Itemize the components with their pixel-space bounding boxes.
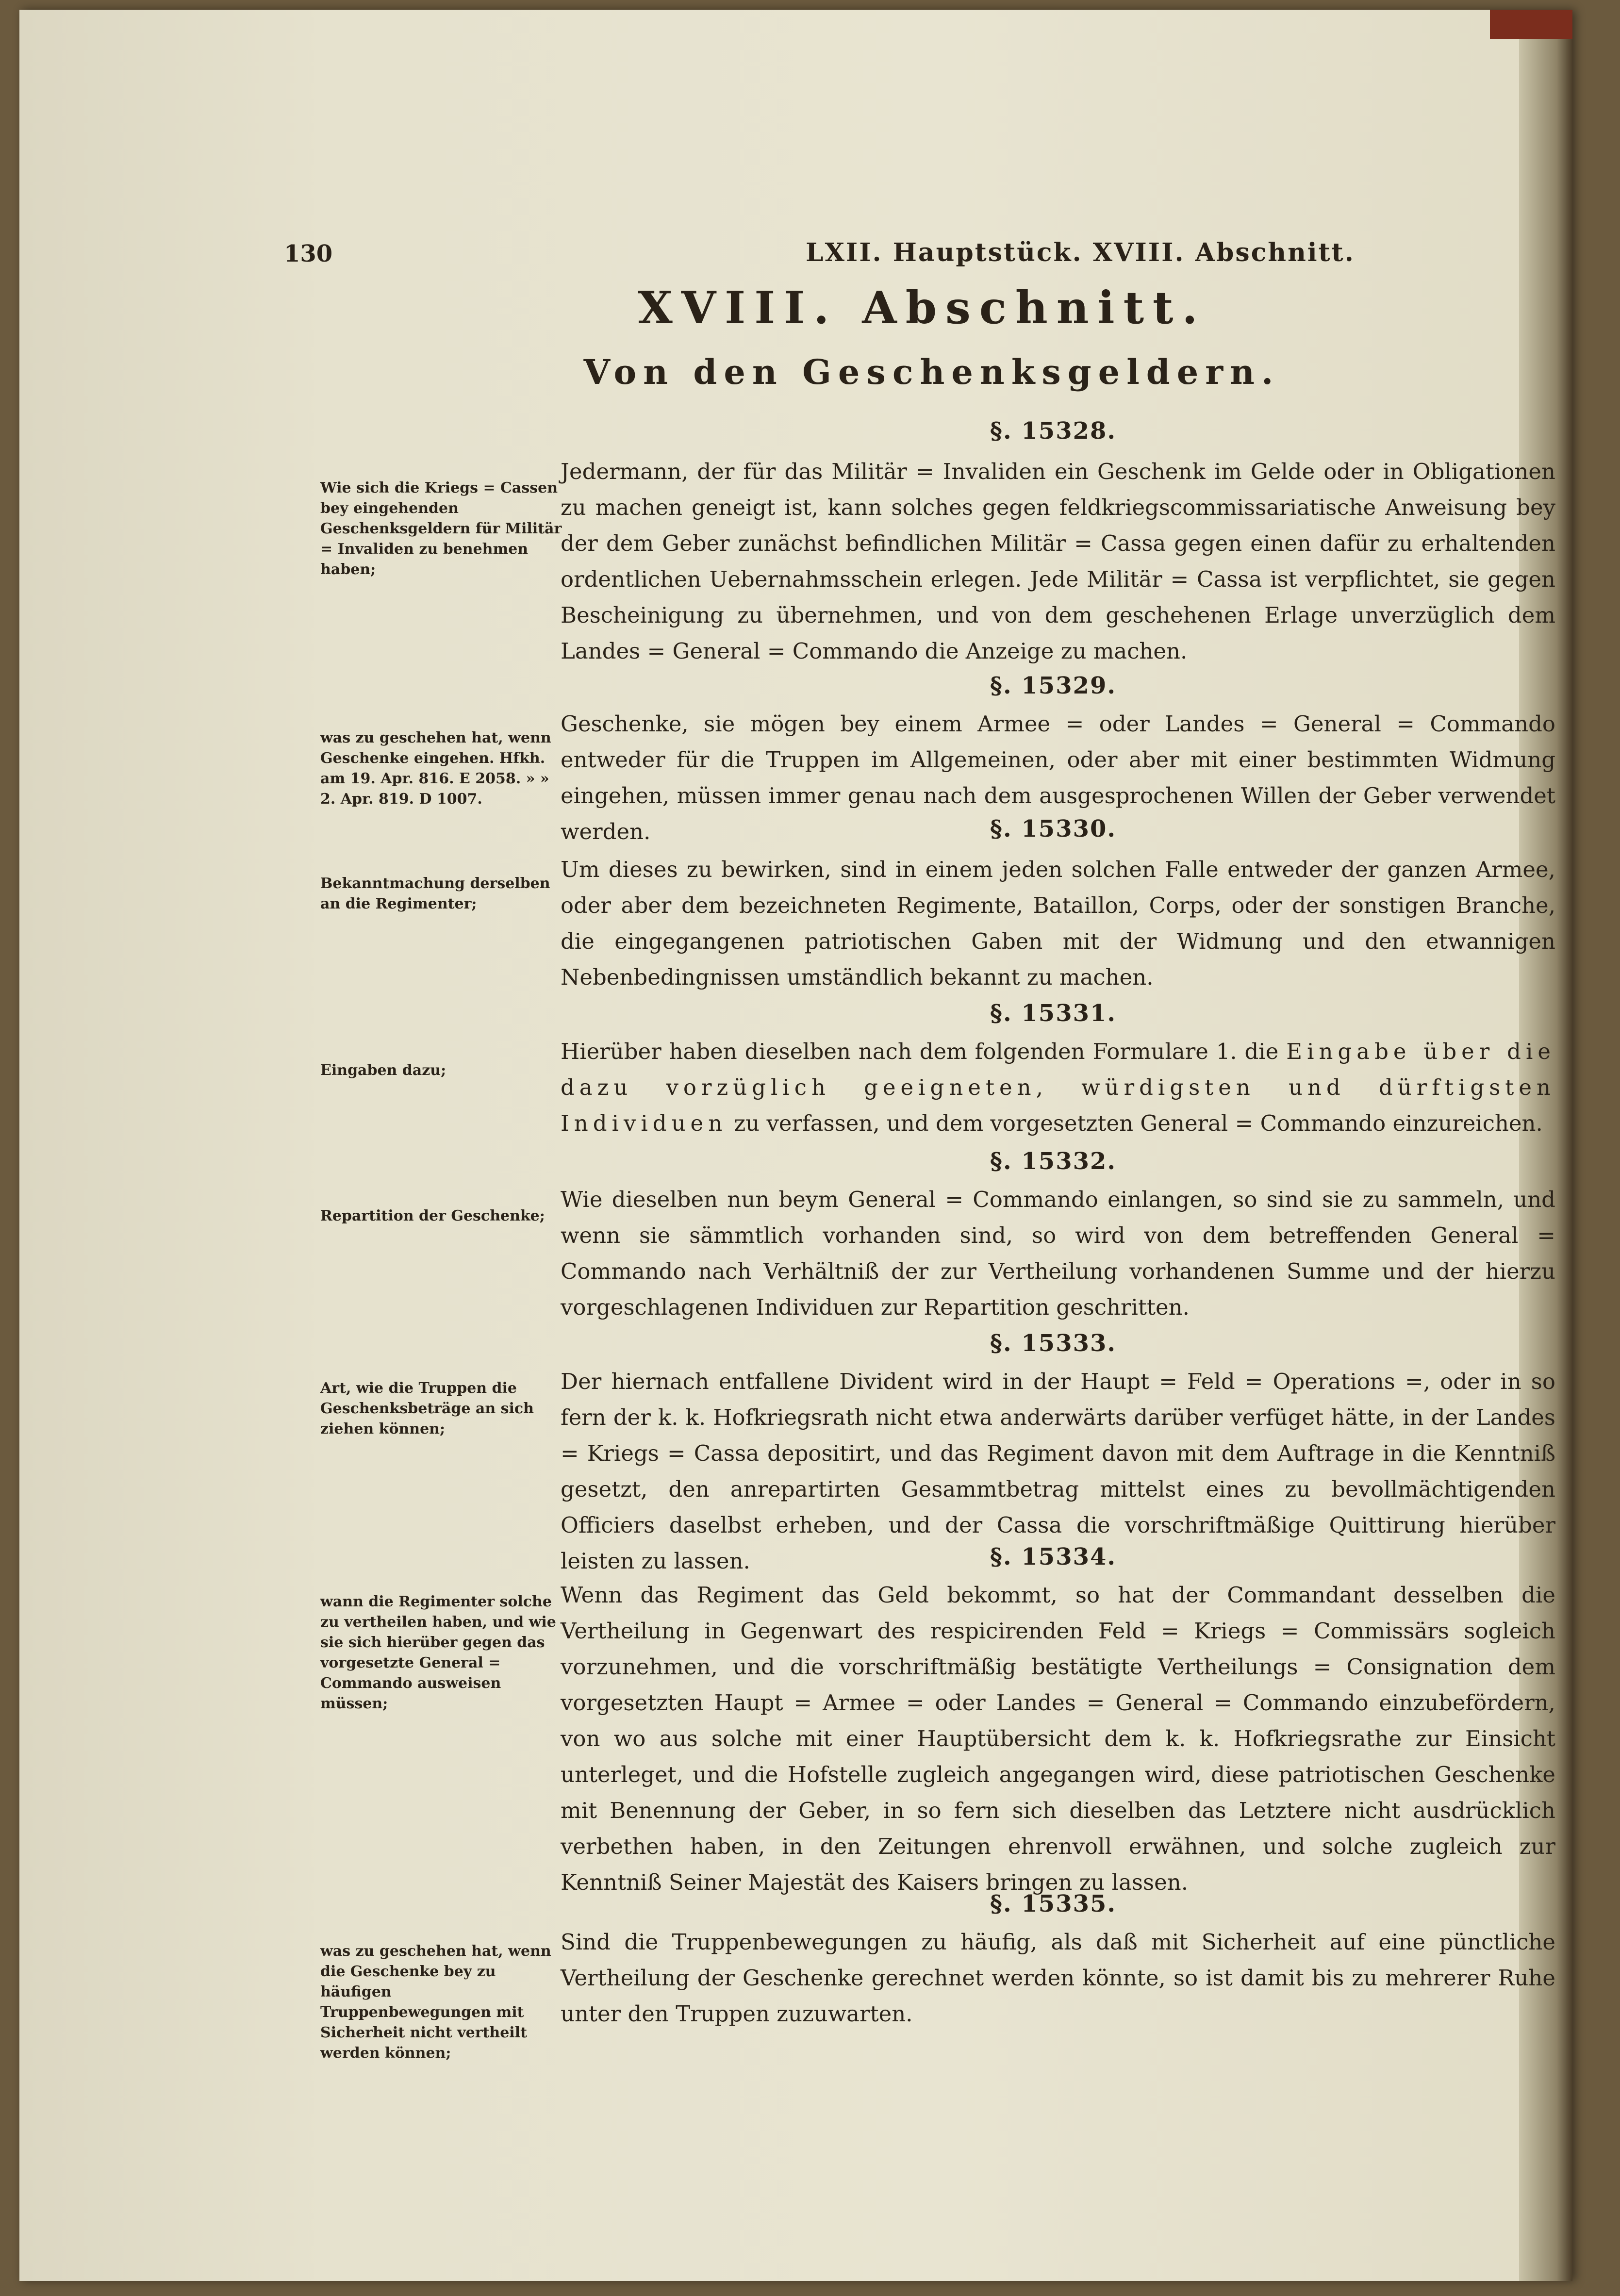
margin-note: Art, wie die Truppen die Geschenksbeträge an sich ziehen können; — [320, 1380, 534, 1437]
page-number: 130 — [284, 240, 333, 267]
paragraph-text: Wie dieselben nun beym General = Commando einlangen, so sind sie zu sammeln, und wenn sie sämmtlich vorhanden sind, so wird von dem betreffenden General = Commando nach Verhältniß der zur Vertheilung vorhandenen Summe und der hierzu vorgeschlagenen Individuen zur Repartition geschritten. — [561, 1187, 1555, 1320]
margin-note: Repartition der Geschenke; — [320, 1207, 545, 1224]
paragraph-text: Geschenke, sie mögen bey einem Armee = oder Landes = General = Commando entweder für die Truppen im Allgemeinen, oder aber mit einer bestimmten Widmung eingehen, müssen immer genau nach dem ausgesprochenen Willen der Geber verwendet werden. — [561, 711, 1555, 844]
margin-note: was zu geschehen hat, wenn Geschenke eingehen. Hfkh. am 19. Apr. 816. E 2058. » » 2. Apr. 819. D 1007. — [320, 729, 551, 808]
paragraph-number: §. 15331. — [990, 1000, 1117, 1027]
emphasized-text: Eingabe über die dazu vorzüglich geeigneten, würdigsten und dürftigsten Individuen — [561, 1039, 1555, 1136]
paragraph-number: §. 15332. — [990, 1148, 1117, 1175]
section-title: XVIII. Abschnitt. — [638, 281, 1207, 334]
margin-note: Bekanntmachung derselben an die Regimenter; — [320, 875, 550, 912]
running-head: LXII. Hauptstück. XVIII. Abschnitt. — [806, 238, 1355, 267]
paragraph-number: §. 15333. — [990, 1330, 1117, 1357]
paragraph-text: Jedermann, der für das Militär = Invaliden ein Geschenk im Gelde oder in Obligationen zu machen geneigt ist, kann solches gegen feldkriegscommissariatische Anweisung bey der dem Geber zunächst befindlichen Militär = Cassa gegen einen dafür zu erhaltenden ordentlichen Uebernahmsschein erlegen. Jede Militär = Cassa ist verpflichtet, sie gegen Bescheinigung zu übernehmen, und von dem geschehenen Erlage unverzüglich dem Landes = General = Commando die Anzeige zu machen. — [561, 459, 1555, 664]
paragraph-text: Sind die Truppenbewegungen zu häufig, als daß mit Sicherheit auf eine pünctliche Vertheilung der Geschenke gerechnet werden könnte, so ist damit bis zu mehrerer Ruhe unter den Truppen zuzuwarten. — [561, 1929, 1555, 2027]
book-page — [19, 10, 1572, 2281]
paragraph-number: §. 15330. — [990, 815, 1117, 842]
paragraph-number: §. 15334. — [990, 1543, 1117, 1570]
paragraph-text: Um dieses zu bewirken, sind in einem jeden solchen Falle entweder der ganzen Armee, oder aber dem bezeichneten Regimente, Bataillon, Corps, oder der sonstigen Branche, die eingegangenen patriotischen Gaben mit der Widmung und den etwannigen Nebenbedingnissen umständlich bekannt zu machen. — [561, 857, 1555, 990]
margin-note: wann die Regimenter solche zu vertheilen haben, und wie sie sich hierüber gegen das vorgesetzte General = Commando ausweisen müssen; — [320, 1593, 556, 1712]
paragraph-text — [561, 1034, 1555, 1141]
paragraph-number: §. 15328. — [990, 417, 1117, 445]
margin-note: was zu geschehen hat, wenn die Geschenke bey zu häufigen Truppenbewegungen mit Sicherheit nicht vertheilt werden können; — [320, 1943, 551, 2062]
paragraph-number: §. 15335. — [990, 1890, 1117, 1917]
margin-note: Wie sich die Kriegs = Cassen bey eingehenden Geschenksgeldern für Militär = Invaliden zu benehmen haben; — [320, 479, 562, 578]
margin-note: Eingaben dazu; — [320, 1062, 446, 1079]
paragraph-text-start: Hierüber haben dieselben nach dem folgenden Formulare 1. die — [561, 1039, 1287, 1064]
paragraph-text: Der hiernach entfallene Divident wird in der Haupt = Feld = Operations =, oder in so fern der k. k. Hofkriegsrath nicht etwa anderwärts darüber verfüget hätte, in der Landes = Kriegs = Cassa depositirt, und das Regiment davon mit dem Auftrage in die Kenntniß gesetzt, den anrepartirten Gesammtbetrag mittelst eines zu bevollmächtigenden Officiers daselbst erheben, und der Cassa die vorschriftmäßige Quittirung hierüber leisten zu lassen. — [561, 1369, 1555, 1574]
section-subtitle: Von den Geschenksgeldern. — [583, 352, 1280, 392]
paragraph-text: Wenn das Regiment das Geld bekommt, so hat der Commandant desselben die Vertheilung in Gegenwart des respicirenden Feld = Kriegs = Commissärs sogleich vorzunehmen, und die vorschriftmäßig bestätigte Vertheilungs = Consignation dem vorgesetzten Haupt = Armee = oder Landes = General = Commando einzubefördern, von wo aus solche mit einer Hauptübersicht dem k. k. Hofkriegsrathe zur Einsicht unterleget, und die Hofstelle zugleich angegangen wird, diese patriotischen Geschenke mit Benennung der Geber, in so fern sich dieselben das Letztere nicht ausdrücklich verbethen haben, in den Zeitungen ehrenvoll erwähnen, und solche zugleich zur Kenntniß Seiner Majestät des Kaisers bringen zu lassen. — [561, 1582, 1555, 1895]
binding-corner — [1490, 10, 1572, 39]
paragraph-text-end: zu verfassen, und dem vorgesetzten General = Commando einzureichen. — [727, 1110, 1543, 1136]
paragraph-number: §. 15329. — [990, 672, 1117, 699]
